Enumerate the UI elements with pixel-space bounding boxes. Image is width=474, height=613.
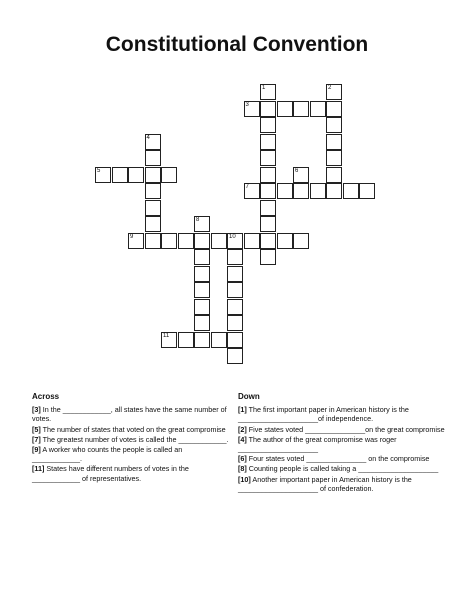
across-heading: Across	[32, 392, 60, 401]
grid-cell[interactable]	[227, 249, 243, 265]
grid-cell[interactable]	[161, 167, 177, 183]
grid-cell[interactable]	[145, 134, 161, 150]
grid-cell[interactable]	[293, 183, 309, 199]
clue-number: 3	[245, 101, 249, 108]
grid-cell[interactable]	[244, 233, 260, 249]
grid-cell[interactable]	[359, 183, 375, 199]
grid-cell[interactable]	[277, 101, 293, 117]
grid-cell[interactable]	[293, 167, 309, 183]
clue-number: 2	[328, 85, 332, 91]
grid-cell[interactable]	[95, 167, 111, 183]
clue-down-2: [2] Five states voted _______________on the great compromise	[238, 424, 445, 434]
clue-number: 8	[196, 217, 200, 223]
clue-number: 6	[295, 167, 299, 174]
grid-cell[interactable]	[145, 233, 161, 249]
grid-cell[interactable]	[260, 150, 276, 166]
clue-down-8: [8] Counting people is called taking a ____________________	[238, 464, 439, 474]
clue-down-6: [6] Four states voted _______________ on the compromise	[238, 454, 430, 464]
puzzle-title: Constitutional Convention	[105, 33, 369, 56]
grid-cell[interactable]	[326, 150, 342, 166]
grid-cell[interactable]	[145, 216, 161, 232]
grid-cell[interactable]	[194, 332, 210, 348]
clue-across-9: [9] A worker who counts the people is called an ____________.	[32, 445, 183, 464]
grid-cell[interactable]	[277, 233, 293, 249]
clue-across-11: [11] States have different numbers of votes in the ____________ of representatives.	[32, 464, 189, 483]
clue-across-7: [7] The greatest number of votes is called the ____________.	[32, 434, 229, 444]
grid-cell[interactable]	[194, 282, 210, 298]
grid-cell[interactable]	[227, 266, 243, 282]
clue-number: 1	[262, 85, 266, 91]
grid-cell[interactable]	[326, 167, 342, 183]
grid-cell[interactable]	[178, 233, 194, 249]
down-heading: Down	[238, 392, 260, 401]
clue-across-3: [3] In the ____________, all states have the same number of votes.	[32, 405, 227, 424]
grid-cell[interactable]	[194, 216, 210, 232]
grid-cell[interactable]	[178, 332, 194, 348]
grid-cell[interactable]	[194, 249, 210, 265]
grid-cell[interactable]	[244, 101, 260, 117]
grid-cell[interactable]	[293, 233, 309, 249]
down-clues	[238, 392, 448, 494]
grid-cell[interactable]	[145, 200, 161, 216]
grid-cell[interactable]	[211, 233, 227, 249]
clue-down-10: [10] Another important paper in American history is the ____________________ of confederation.	[238, 474, 412, 493]
clue-down-4: [4] The author of the great compromise was roger ____________________	[238, 434, 397, 454]
grid-cell[interactable]	[326, 84, 342, 100]
grid-cell[interactable]	[326, 101, 342, 117]
grid-cell[interactable]	[145, 183, 161, 199]
grid-cell[interactable]	[277, 183, 293, 199]
grid-cell[interactable]	[128, 233, 144, 249]
clue-number: 10	[229, 233, 236, 240]
grid-cell[interactable]	[227, 315, 243, 331]
grid-cell[interactable]	[260, 200, 276, 216]
clue-number: 4	[146, 134, 150, 141]
across-clues	[32, 392, 230, 484]
grid-cell[interactable]	[145, 167, 161, 183]
grid-cell[interactable]	[211, 332, 227, 348]
grid-cell[interactable]	[260, 117, 276, 133]
clue-number: 5	[97, 167, 101, 174]
grid-cell[interactable]	[161, 233, 177, 249]
grid-cell[interactable]	[145, 150, 161, 166]
grid-cell[interactable]	[227, 348, 243, 364]
grid-cell[interactable]	[310, 101, 326, 117]
grid-cell[interactable]	[260, 183, 276, 199]
grid-cell[interactable]	[227, 233, 243, 249]
grid-cell[interactable]	[194, 299, 210, 315]
grid-cell[interactable]	[260, 249, 276, 265]
grid-cell[interactable]	[310, 183, 326, 199]
grid-cell[interactable]	[128, 167, 144, 183]
clue-down-1: [1] The first important paper in American history is the ____________________of independence.	[238, 405, 409, 424]
grid-cell[interactable]	[326, 183, 342, 199]
clue-across-5: [5] The number of states that voted on the great compromise	[32, 424, 226, 434]
clue-number: 9	[130, 233, 134, 240]
grid-cell[interactable]	[194, 266, 210, 282]
grid-cell[interactable]	[194, 315, 210, 331]
grid-cell[interactable]	[161, 332, 177, 348]
grid-cell[interactable]	[260, 84, 276, 100]
grid-cell[interactable]	[260, 101, 276, 117]
grid-cell[interactable]	[293, 101, 309, 117]
grid-cell[interactable]	[343, 183, 359, 199]
grid-cell[interactable]	[244, 183, 260, 199]
grid-cell[interactable]	[227, 282, 243, 298]
clue-number: 7	[245, 184, 249, 190]
grid-cell[interactable]	[260, 134, 276, 150]
grid-cell[interactable]	[227, 299, 243, 315]
grid-cell[interactable]	[326, 117, 342, 133]
clue-number: 11	[163, 332, 170, 339]
grid-cell[interactable]	[194, 233, 210, 249]
grid-cell[interactable]	[326, 134, 342, 150]
grid-cell[interactable]	[112, 167, 128, 183]
grid-cell[interactable]	[227, 332, 243, 348]
grid-cell[interactable]	[260, 216, 276, 232]
grid-cell[interactable]	[260, 167, 276, 183]
grid-cell[interactable]	[260, 233, 276, 249]
